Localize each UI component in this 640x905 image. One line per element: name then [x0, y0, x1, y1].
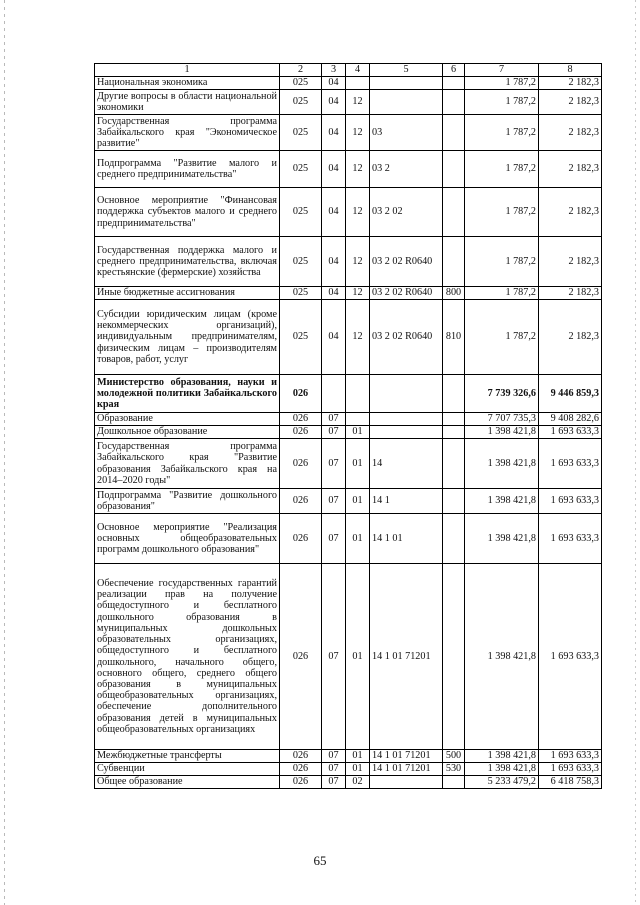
cell-amount-col8: 9 408 282,6 [539, 413, 602, 426]
cell-section: 04 [322, 90, 346, 115]
cell-section: 04 [322, 115, 346, 151]
cell-ministry-code: 025 [280, 287, 322, 300]
table-header-row [95, 64, 602, 77]
row-name: Общее образование [95, 776, 280, 789]
cell-section: 07 [322, 750, 346, 763]
header-col-3: 3 [322, 64, 346, 77]
cell-ministry-code: 025 [280, 237, 322, 287]
cell-expense-type [443, 237, 465, 287]
cell-amount-col8: 1 693 633,3 [539, 426, 602, 439]
cell-amount-col8: 6 418 758,3 [539, 776, 602, 789]
cell-section: 07 [322, 489, 346, 514]
cell-ministry-code: 025 [280, 151, 322, 188]
cell-amount-col7: 1 787,2 [465, 188, 539, 237]
header-col-1: 1 [95, 64, 280, 77]
table-row [95, 413, 602, 426]
cell-ministry-code: 026 [280, 763, 322, 776]
cell-expense-type: 500 [443, 750, 465, 763]
cell-amount-col7: 1 787,2 [465, 300, 539, 375]
cell-expense-type [443, 90, 465, 115]
cell-expense-type [443, 77, 465, 90]
row-name: Основное мероприятие "Финансовая поддержка субъектов малого и среднего предпринимательства" [95, 188, 280, 237]
cell-amount-col8: 2 182,3 [539, 188, 602, 237]
row-name: Подпрограмма "Развитие дошкольного образования" [95, 489, 280, 514]
row-name: Обеспечение государственных гарантий реализации прав на получение общедоступного и бесплатного дошкольного образования в муниципальных дошкольных образовательных организациях, общедоступного и бесплатного дошкольного, начального общего, основного общего, среднего общего образования в муниципальных общеобразовательных организациях, обеспечение дополнительного образования детей в муниципальных общеобразовательных организациях [95, 564, 280, 750]
cell-target-article: 03 2 02 [370, 188, 443, 237]
cell-section: 04 [322, 287, 346, 300]
cell-amount-col7: 1 398 421,8 [465, 439, 539, 489]
row-name: Государственная программа Забайкальского края "Экономическое развитие" [95, 115, 280, 151]
row-name: Государственная программа Забайкальского края "Развитие образования Забайкальского края на 2014–2020 годы" [95, 439, 280, 489]
cell-amount-col8: 2 182,3 [539, 77, 602, 90]
cell-target-article [370, 426, 443, 439]
cell-amount-col8: 1 693 633,3 [539, 514, 602, 564]
cell-amount-col8: 1 693 633,3 [539, 439, 602, 489]
cell-subsection: 01 [346, 426, 370, 439]
cell-ministry-code: 025 [280, 77, 322, 90]
cell-expense-type [443, 375, 465, 413]
cell-amount-col7: 5 233 479,2 [465, 776, 539, 789]
row-name: Государственная поддержка малого и среднего предпринимательства, включая крестьянские (фермерские) хозяйства [95, 237, 280, 287]
table-row [95, 287, 602, 300]
cell-amount-col7: 1 398 421,8 [465, 426, 539, 439]
cell-target-article: 03 2 02 R0640 [370, 237, 443, 287]
cell-amount-col7: 1 787,2 [465, 77, 539, 90]
table-row [95, 151, 602, 188]
cell-ministry-code: 026 [280, 489, 322, 514]
cell-ministry-code: 026 [280, 514, 322, 564]
table-row [95, 375, 602, 413]
cell-target-article [370, 413, 443, 426]
cell-amount-col8: 1 693 633,3 [539, 564, 602, 750]
cell-target-article: 14 [370, 439, 443, 489]
cell-amount-col8: 2 182,3 [539, 300, 602, 375]
table-row [95, 188, 602, 237]
cell-ministry-code: 025 [280, 115, 322, 151]
table-row [95, 77, 602, 90]
cell-subsection: 01 [346, 489, 370, 514]
cell-target-article: 03 2 02 R0640 [370, 300, 443, 375]
cell-expense-type [443, 413, 465, 426]
table-row [95, 115, 602, 151]
table-row [95, 237, 602, 287]
cell-ministry-code: 026 [280, 750, 322, 763]
cell-section: 04 [322, 151, 346, 188]
cell-amount-col7: 1 787,2 [465, 115, 539, 151]
cell-subsection: 12 [346, 300, 370, 375]
cell-amount-col7: 7 739 326,6 [465, 375, 539, 413]
cell-section: 04 [322, 77, 346, 90]
cell-ministry-code: 026 [280, 439, 322, 489]
cell-amount-col8: 2 182,3 [539, 237, 602, 287]
cell-expense-type [443, 776, 465, 789]
cell-amount-col7: 1 398 421,8 [465, 763, 539, 776]
table-row [95, 300, 602, 375]
cell-target-article [370, 90, 443, 115]
cell-ministry-code: 026 [280, 375, 322, 413]
cell-subsection: 02 [346, 776, 370, 789]
cell-amount-col7: 1 398 421,8 [465, 564, 539, 750]
cell-subsection: 01 [346, 514, 370, 564]
cell-target-article: 03 2 [370, 151, 443, 188]
row-name: Субсидии юридическим лицам (кроме некоммерческих организаций), индивидуальным предпринимателям, физическим лицам – производителям товаров, работ, услуг [95, 300, 280, 375]
cell-section: 04 [322, 188, 346, 237]
cell-section: 07 [322, 439, 346, 489]
header-col-7: 7 [465, 64, 539, 77]
cell-ministry-code: 025 [280, 90, 322, 115]
row-name: Дошкольное образование [95, 426, 280, 439]
cell-amount-col7: 1 398 421,8 [465, 514, 539, 564]
cell-amount-col8: 2 182,3 [539, 287, 602, 300]
cell-amount-col8: 2 182,3 [539, 151, 602, 188]
cell-subsection: 12 [346, 188, 370, 237]
cell-amount-col7: 1 787,2 [465, 237, 539, 287]
table-row [95, 489, 602, 514]
table-row [95, 564, 602, 750]
cell-subsection: 12 [346, 237, 370, 287]
cell-subsection: 12 [346, 90, 370, 115]
budget-table [94, 63, 602, 789]
table-row [95, 90, 602, 115]
cell-ministry-code: 026 [280, 426, 322, 439]
cell-subsection: 01 [346, 564, 370, 750]
cell-amount-col7: 7 707 735,3 [465, 413, 539, 426]
cell-section: 07 [322, 763, 346, 776]
cell-amount-col8: 1 693 633,3 [539, 763, 602, 776]
cell-amount-col7: 1 398 421,8 [465, 750, 539, 763]
cell-target-article: 03 2 02 R0640 [370, 287, 443, 300]
table-row [95, 776, 602, 789]
cell-expense-type: 530 [443, 763, 465, 776]
cell-section: 07 [322, 564, 346, 750]
cell-amount-col7: 1 787,2 [465, 287, 539, 300]
cell-ministry-code: 026 [280, 413, 322, 426]
cell-section: 07 [322, 776, 346, 789]
cell-target-article: 03 [370, 115, 443, 151]
cell-expense-type [443, 564, 465, 750]
row-name: Основное мероприятие "Реализация основных общеобразовательных программ дошкольного образования" [95, 514, 280, 564]
cell-section: 07 [322, 514, 346, 564]
cell-section [322, 375, 346, 413]
cell-amount-col8: 2 182,3 [539, 90, 602, 115]
cell-section: 04 [322, 237, 346, 287]
cell-amount-col8: 1 693 633,3 [539, 489, 602, 514]
row-name: Подпрограмма "Развитие малого и среднего предпринимательства" [95, 151, 280, 188]
row-name: Субвенции [95, 763, 280, 776]
cell-expense-type [443, 115, 465, 151]
cell-target-article: 14 1 01 71201 [370, 750, 443, 763]
cell-target-article [370, 375, 443, 413]
cell-amount-col7: 1 787,2 [465, 90, 539, 115]
table-row [95, 439, 602, 489]
cell-expense-type [443, 151, 465, 188]
cell-subsection: 12 [346, 115, 370, 151]
cell-expense-type [443, 514, 465, 564]
cell-subsection [346, 77, 370, 90]
table-row [95, 763, 602, 776]
cell-ministry-code: 026 [280, 564, 322, 750]
cell-section: 04 [322, 300, 346, 375]
cell-expense-type [443, 426, 465, 439]
cell-expense-type: 800 [443, 287, 465, 300]
cell-subsection: 01 [346, 763, 370, 776]
cell-target-article: 14 1 01 71201 [370, 564, 443, 750]
table-row [95, 750, 602, 763]
header-col-8: 8 [539, 64, 602, 77]
cell-amount-col8: 9 446 859,3 [539, 375, 602, 413]
cell-subsection: 12 [346, 151, 370, 188]
cell-amount-col8: 1 693 633,3 [539, 750, 602, 763]
scan-left-margin [4, 0, 5, 905]
row-name: Иные бюджетные ассигнования [95, 287, 280, 300]
row-name: Образование [95, 413, 280, 426]
cell-subsection: 12 [346, 287, 370, 300]
cell-amount-col7: 1 398 421,8 [465, 489, 539, 514]
cell-expense-type [443, 188, 465, 237]
cell-subsection: 01 [346, 750, 370, 763]
cell-ministry-code: 026 [280, 776, 322, 789]
cell-target-article [370, 77, 443, 90]
header-col-6: 6 [443, 64, 465, 77]
cell-section: 07 [322, 426, 346, 439]
header-col-2: 2 [280, 64, 322, 77]
cell-expense-type: 810 [443, 300, 465, 375]
cell-subsection [346, 375, 370, 413]
cell-subsection: 01 [346, 439, 370, 489]
cell-amount-col7: 1 787,2 [465, 151, 539, 188]
row-name: Другие вопросы в области национальной экономики [95, 90, 280, 115]
cell-amount-col8: 2 182,3 [539, 115, 602, 151]
table-row [95, 426, 602, 439]
cell-ministry-code: 025 [280, 188, 322, 237]
cell-target-article: 14 1 01 [370, 514, 443, 564]
row-name: Министерство образования, науки и молодежной политики Забайкальского края [95, 375, 280, 413]
cell-ministry-code: 025 [280, 300, 322, 375]
cell-target-article [370, 776, 443, 789]
cell-target-article: 14 1 01 71201 [370, 763, 443, 776]
cell-expense-type [443, 489, 465, 514]
row-name: Межбюджетные трансферты [95, 750, 280, 763]
cell-expense-type [443, 439, 465, 489]
row-name: Национальная экономика [95, 77, 280, 90]
page-number: 65 [313, 853, 327, 868]
scan-right-margin [635, 0, 636, 905]
header-col-5: 5 [370, 64, 443, 77]
header-col-4: 4 [346, 64, 370, 77]
cell-section: 07 [322, 413, 346, 426]
cell-subsection [346, 413, 370, 426]
table-row [95, 514, 602, 564]
cell-target-article: 14 1 [370, 489, 443, 514]
